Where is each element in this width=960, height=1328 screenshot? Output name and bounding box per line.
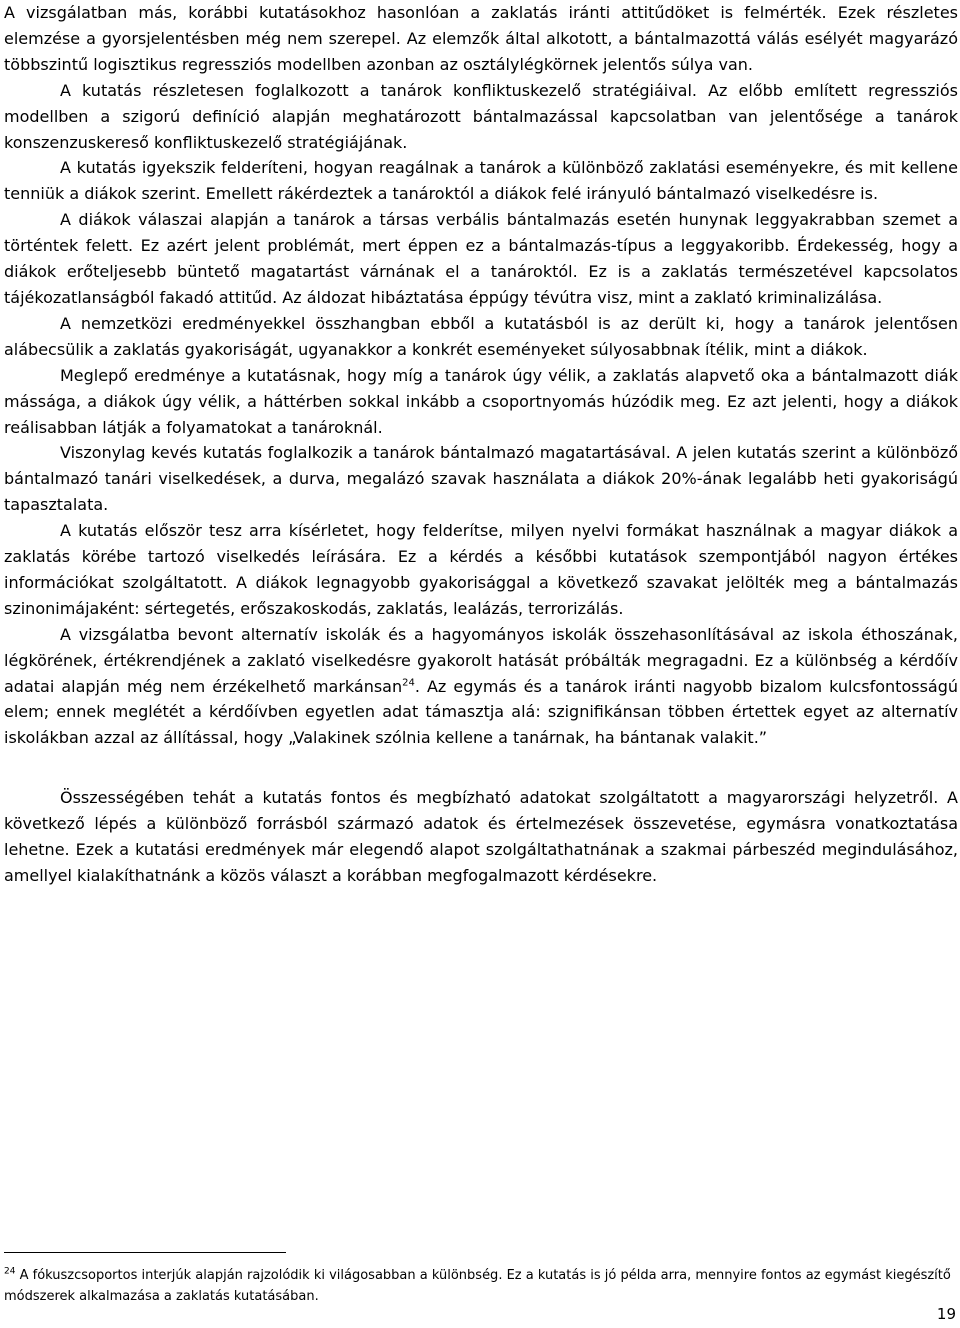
paragraph-text: . Az egymás és a tanárok iránti nagyobb bizalom kulcsfontosságú elem; ennek meglétét a kérdőívben egyetlen adat támasztja alá: szignifikánsan többen értettek egyet az alternatív iskolákban azzal az állítással, hogy „Valakinek szólnia kellene a tanárnak, ha bántanak valakit.” (4, 676, 958, 748)
paragraph: A nemzetközi eredményekkel összhangban ebből a kutatásból is az derült ki, hogy a tanárok jelentősen alábecsülik a zaklatás gyakoriságát, ugyanakkor a konkrét eseményeket súlyosabbnak ítélik, mint a diákok. (4, 313, 958, 359)
footnote-separator (4, 1252, 286, 1253)
footnote-text: A fókuszcsoportos interjúk alapján rajzolódik ki világosabban a különbség. Ez a kutatás is jó példa arra, mennyire fontos az egymást kiegészítő módszerek alkalmazása a zaklatás kutatásában. (4, 1268, 951, 1304)
paragraph: Meglepő eredménye a kutatásnak, hogy míg a tanárok úgy vélik, a zaklatás alapvető oka a bántalmazott diák mássága, a diákok úgy vélik, a háttérben sokkal inkább a csoportnyomás húzódik meg. Ez azt jelenti, hogy a diákok reálisabban látják a folyamatokat a tanároknál. (4, 365, 958, 437)
summary-paragraph: Összességében tehát a kutatás fontos és megbízható adatokat szolgáltatott a magyarországi helyzetről. A következő lépés a különböző forrásból származó adatok és értelmezések összevetése, egymásra vonatkoztatása lehetne. Ezek a kutatási eredmények már elegendő alapot szolgáltathatnának a szakmai párbeszéd megindulásához, amellyel kialakíthatnánk a közös választ a korábban megfogalmazott kérdésekre. (4, 788, 958, 885)
paragraph-with-footnote (4, 622, 958, 752)
paragraph: A kutatás részletesen foglalkozott a tanárok konfliktuskezelő stratégiáival. Az előbb említett regressziós modellben a szigorú definíció alapján meghatározott bántalmazással kapcsolatban van jelentősége a tanárok konszenzuskereső konfliktuskezelő stratégiájának. (4, 80, 958, 152)
paragraph: A kutatás igyekszik felderíteni, hogyan reagálnak a tanárok a különböző zaklatási eseményekre, és mit kellene tenniük a diákok szerint. Emellett rákérdeztek a tanároktól a diákok felé irányuló bántalmazó viselkedésre is. (4, 158, 958, 204)
footnote-number: 24 (4, 1266, 16, 1277)
paragraph-text: A vizsgálatba bevont alternatív iskolák és a hagyományos iskolák összehasonlításával az iskola éthoszának, légkörének, értékrendjének a zaklató viselkedésre gyakorolt hatását próbálták megragadni. Ez a különbség a kérdőív adatai alapján még nem érzékelhető markánsan (4, 624, 958, 696)
footnote-reference[interactable]: 24 (402, 677, 415, 689)
paragraph: A vizsgálatban más, korábbi kutatásokhoz hasonlóan a zaklatás iránti attitűdöket is felmérték. Ezek részletes elemzése a gyorsjelentésben még nem szerepel. Az elemzők által alkotott, a bántalmazottá válás esélyét magyarázó többszintű logisztikus regressziós modellben azonban az osztálylégkörnek jelentős súlya van. (4, 3, 958, 74)
page-number: 19 (936, 1305, 956, 1323)
paragraph-spacer (4, 751, 958, 785)
body-text (4, 0, 958, 889)
footnote (4, 1265, 958, 1307)
paragraph: A diákok válaszai alapján a tanárok a társas verbális bántalmazás esetén hunynak leggyakrabban szemet a történtek felett. Ez azért jelent problémát, mert éppen ez a bántalmazás-típus a leggyakoribb. Érdekesség, hogy a diákok erőteljesebb büntető magatartást várnának el a tanároktól. Ez is a zaklatás természetével kapcsolatos tájékozatlanságból fakadó attitűd. Az áldozat hibáztatása éppúgy tévútra visz, mint a zaklató kriminalizálása. (4, 210, 958, 307)
paragraph: Viszonylag kevés kutatás foglalkozik a tanárok bántalmazó magatartásával. A jelen kutatás szerint a különböző bántalmazó tanári viselkedések, a durva, megalázó szavak használata a diákok 20%-ának legalább heti gyakoriságú tapasztalata. (4, 443, 958, 515)
paragraph: A kutatás először tesz arra kísérletet, hogy felderítse, milyen nyelvi formákat használnak a magyar diákok a zaklatás körébe tartozó viselkedés leírására. Ez a kérdés a későbbi kutatások szempontjából nagyon értékes információkat szolgáltatott. A diákok legnagyobb gyakorisággal a következő szavakat jelölték meg a bántalmazás szinonimájaként: sértegetés, erőszakoskodás, zaklatás, lealázás, terrorizálás. (4, 521, 958, 618)
